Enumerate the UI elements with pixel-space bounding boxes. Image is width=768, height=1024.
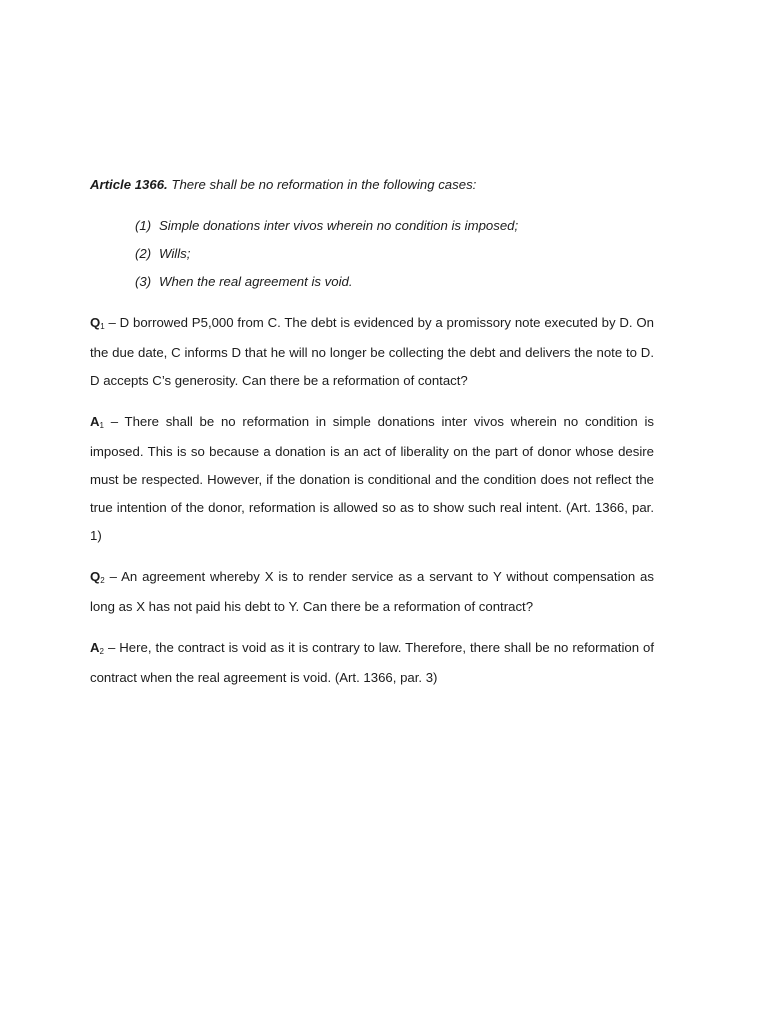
qa-letter: A xyxy=(90,414,100,429)
qa-label xyxy=(90,569,105,584)
list-item-number: (2) xyxy=(135,246,152,261)
list-item xyxy=(135,268,654,296)
qa-subscript: 1 xyxy=(100,322,105,331)
qa-letter: Q xyxy=(90,569,101,584)
list-item xyxy=(135,212,654,240)
qa-label xyxy=(90,414,104,429)
list-item-text: When the real agreement is void. xyxy=(159,274,353,289)
answer-2 xyxy=(90,634,654,692)
question-1 xyxy=(90,309,654,395)
article-paragraph xyxy=(90,171,654,199)
qa-text: – Here, the contract is void as it is contrary to law. Therefore, there shall be no reformation of contract when the real agreement is void. (Art. 1366, par. 3) xyxy=(90,640,654,685)
qa-subscript: 2 xyxy=(99,647,104,656)
qa-subscript: 2 xyxy=(100,576,105,585)
list-item-text: Wills; xyxy=(159,246,191,261)
answer-1 xyxy=(90,408,654,550)
qa-label xyxy=(90,315,105,330)
document-body xyxy=(90,171,654,692)
qa-letter: A xyxy=(90,640,100,655)
list-item-number: (3) xyxy=(135,274,152,289)
qa-label xyxy=(90,640,104,655)
question-2 xyxy=(90,563,654,621)
article-title: Article 1366. xyxy=(90,177,168,192)
list-item xyxy=(135,240,654,268)
qa-text: – An agreement whereby X is to render service as a servant to Y without compensation as long as X has not paid his debt to Y. Can there be a reformation of contract? xyxy=(90,569,654,614)
list-item-text: Simple donations inter vivos wherein no condition is imposed; xyxy=(159,218,519,233)
qa-letter: Q xyxy=(90,315,101,330)
qa-subscript: 1 xyxy=(99,421,104,430)
article-text: There shall be no reformation in the following cases: xyxy=(167,177,477,192)
cases-list xyxy=(90,212,654,296)
qa-text: – There shall be no reformation in simple donations inter vivos wherein no condition is imposed. This is so because a donation is an act of liberality on the part of donor whose desire must be respected. However, if the donation is conditional and the condition does not reflect the true intention of the donor, reformation is allowed so as to show such real intent. (Art. 1366, par. 1) xyxy=(90,414,654,543)
qa-text: – D borrowed P5,000 from C. The debt is evidenced by a promissory note executed by D. On the due date, C informs D that he will no longer be collecting the debt and delivers the note to D. D accepts C’s generosity. Can there be a reformation of contact? xyxy=(90,315,654,388)
list-item-number: (1) xyxy=(135,218,152,233)
